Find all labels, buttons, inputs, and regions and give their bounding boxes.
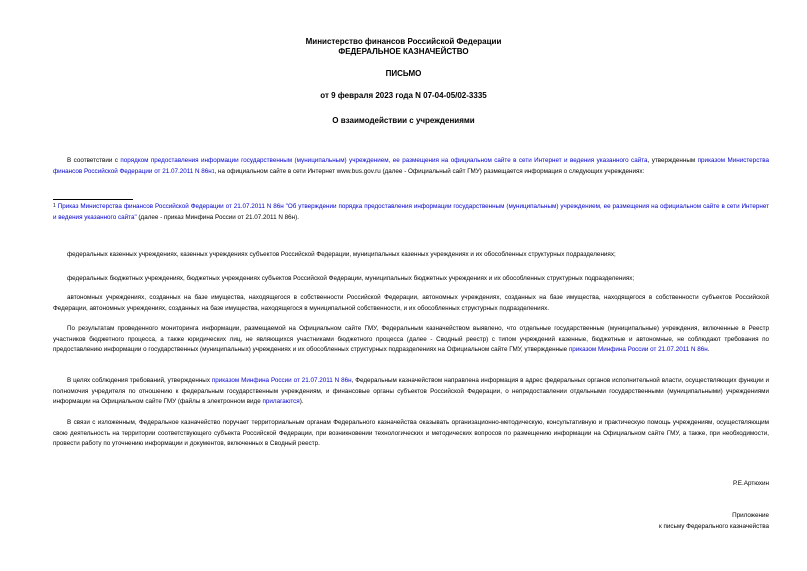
list-item-avtonomnye: автономных учреждениях, созданных на базе имущества, находящегося в собственности Российской Федерации, автономных учреждениях, созданных на базе имущества, находящегося в собственности субъектов Российской Федерации, автономных учреждениях, созданных на базе имущества, находящегося в муниципальной собственности, и их обособленных структурных подразделениях.	[53, 294, 769, 312]
p1-text-post: , на официальном сайте в сети Интернет www.bus.gov.ru (далее - Официальный сайт ГМУ) размещается информация о следующих учреждениях:	[214, 167, 645, 175]
order-procedure-link[interactable]: порядком предоставления информации государственным (муниципальным) учреждением, ее размещения на официальном сайте в сети Интернет и ведения указанного сайта	[120, 157, 648, 164]
p2-text-pre: По результатам проведенного мониторинга информации, размещаемой на Официальном сайте ГМУ, Федеральным казначейством выявлено, что отдельные государственные (муниципальные) учреждения, включенные в Реестр участников бюджетного процесса, а также юридических лиц, не являющихся участниками бюджетного процесса (далее - Сводный реестр) с типом учреждений казенные, бюджетные и автономные, не соблюдают требования по предоставлению информации о государственных (муниципальных) учреждениях и их обособленных структурных подразделениях на Официальном сайте ГМУ, утвержденные	[53, 325, 769, 353]
footnote-divider	[53, 199, 133, 200]
p3-text-post: ).	[299, 398, 304, 405]
document-date-number: от 9 февраля 2023 года N 07-04-05/02-3335	[320, 91, 487, 100]
ministry-name: Министерство финансов Российской Федерации	[305, 37, 502, 46]
footnote-ref[interactable]: 1	[211, 168, 215, 175]
p1-text-mid: , утвержденным	[647, 157, 698, 164]
paragraph-instruction: В связи с изложенным, Федеральное казначейство поручает территориальным органам Федерального казначейства оказывать организационно-методическую, консультативную и практическую помощь учреждениям, осуществляющим свою деятельность на территории соответствующего субъекта Российской Федерации, при возникновении технологических и методических вопросов по размещению информации на Официальном сайте ГМУ, а также, при необходимости, провести работу по уточнению информации и документов, включенных в Сводный реестр.	[53, 419, 769, 447]
attachments-link[interactable]: прилагаются	[262, 398, 300, 405]
p2-text-post: .	[707, 346, 710, 353]
list-item-byudzhetnye: федеральных бюджетных учреждениях, бюджетных учреждениях субъектов Российской Федерации, муниципальных бюджетных учреждениях и их обособленных структурных подразделениях;	[67, 275, 635, 282]
paragraph-monitoring	[53, 324, 769, 356]
p3-text-pre: В целях соблюдения требований, утвержденных	[67, 377, 212, 384]
footnote-number: 1	[53, 203, 56, 209]
paragraph-compliance	[53, 376, 769, 408]
list-item-kazennye: федеральных казенных учреждениях, казенных учреждениях субъектов Российской Федерации, муниципальных казенных учреждениях и их обособленных структурных подразделениях;	[67, 251, 616, 258]
p3-order-link[interactable]: приказом Минфина России от 21.07.2011 N 86н	[211, 377, 352, 384]
p2-order-link[interactable]: приказом Минфина России от 21.07.2011 N 86н	[568, 346, 708, 353]
p3-text-mid: , Федеральным казначейством направлена информация в адрес федеральных органов исполнительной власти, осуществляющих функции и полномочия учредителя по отношению к федеральным государственным учреждениям, и финансовые органы субъектов Российской Федерации, о непредоставлении отдельными государственными (муниципальными) учреждениями информации на Официальном сайте ГМУ (файлы в электронном виде	[53, 377, 769, 405]
appendix-title: Приложение	[732, 512, 769, 519]
minfin-order-link[interactable]: приказом Министерства финансов Российской Федерации от 21.07.2011 N 86н	[53, 157, 769, 175]
appendix-subtitle: к письму Федерального казначейства	[659, 523, 769, 530]
document-type: ПИСЬМО	[385, 69, 422, 78]
footnote-order-link[interactable]: Приказ Министерства финансов Российской Федерации от 21.07.2011 N 86н "Об утверждении порядка предоставления информации государственным (муниципальным) учреждением, ее размещения на официальном сайте в сети Интернет и ведения указанного сайта"	[53, 203, 769, 221]
footnote-text-post: (далее - приказ Минфина России от 21.07.2011 N 86н).	[136, 214, 299, 221]
signature: Р.Е.Артюхин	[733, 480, 769, 487]
treasury-name: ФЕДЕРАЛЬНОЕ КАЗНАЧЕЙСТВО	[338, 47, 469, 56]
p1-text-pre: В соответствии с	[67, 157, 121, 164]
document-subject: О взаимодействии с учреждениями	[332, 116, 475, 125]
footnote	[53, 201, 769, 223]
paragraph-intro	[53, 156, 769, 177]
